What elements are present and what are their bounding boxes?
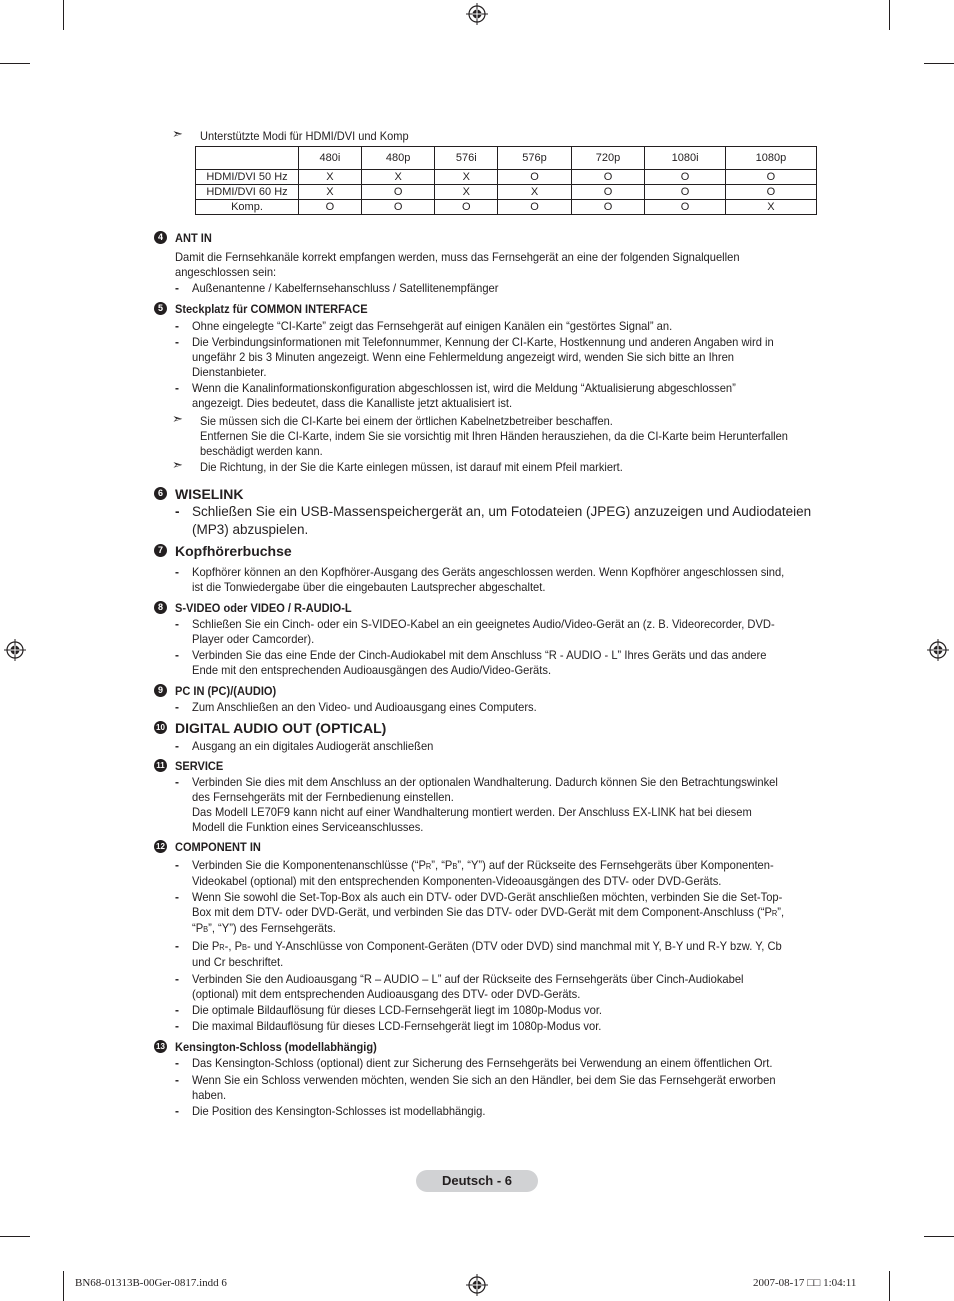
- text-part: ”, “P: [431, 858, 453, 872]
- section-title: PC IN (PC)/(AUDIO): [175, 684, 277, 698]
- table-header-cell: 576i: [435, 147, 498, 170]
- crop-mark: [924, 1236, 954, 1237]
- text-part: Wenn Sie sowohl die Set-Top-Box als auch ein DTV- oder DVD-Gerät anschließen möchten, verbinden Sie die Set-Top-Box mit dem DTV- oder DVD-Gerät, und verbinden Sie das DTV- oder DVD-Gerät mit dem Component-Anschluss (“P: [192, 890, 783, 919]
- list-item-text: Wenn die Kanalinformationskonfiguration abgeschlossen ist, wird die Meldung “Aktualisierung abgeschlossen” angezeigt. Dies bedeutet, dass die Kanalliste jetzt aktualisiert ist.: [192, 381, 736, 410]
- bullet-dash: -: [175, 617, 179, 631]
- section-title: Kensington-Schloss (modellabhängig): [175, 1040, 377, 1054]
- list-item-text: Schließen Sie ein Cinch- oder ein S-VIDEO-Kabel an ein geeignetes Audio/Video-Gerät an (z. B. Videorecorder, DVD-Player oder Camcorder).: [192, 617, 775, 646]
- table-cell: HDMI/DVI 60 Hz: [196, 185, 299, 200]
- subscript: R: [771, 909, 778, 918]
- bullet-dash: -: [175, 1003, 179, 1017]
- table-cell: X: [361, 170, 435, 185]
- bullet-dash: -: [175, 890, 179, 904]
- text-part: ”, “P: [192, 905, 785, 935]
- table-cell: X: [725, 200, 816, 215]
- crop-mark: [0, 1236, 30, 1237]
- list-item-text: Außenantenne / Kabelfernsehanschluss / Satellitenempfänger: [192, 281, 499, 295]
- bullet-dash: -: [175, 1019, 179, 1033]
- bullet-dash: -: [175, 381, 179, 395]
- crop-mark: [889, 1271, 890, 1301]
- text-part: Die P: [192, 939, 220, 953]
- section-title: DIGITAL AUDIO OUT (OPTICAL): [175, 720, 387, 736]
- table-row: [196, 185, 817, 200]
- table-cell: O: [498, 200, 572, 215]
- modes-note: Unterstützte Modi für HDMI/DVI und Komp: [200, 129, 409, 143]
- list-item-text: [192, 939, 787, 970]
- list-item-text: Kopfhörer können an den Kopfhörer-Ausgang des Geräts angeschlossen werden. Wenn Kopfhörer angeschlossen sind, ist die Tonwiedergabe über die eingebauten Lautsprecher abgeschaltet.: [192, 565, 785, 594]
- note-arrow-icon: ➣: [172, 457, 183, 472]
- table-row: [196, 170, 817, 185]
- section-title: Steckplatz für COMMON INTERFACE: [175, 302, 368, 316]
- section-number-badge: 12: [154, 840, 167, 853]
- bullet-dash: -: [175, 281, 179, 295]
- bullet-dash: -: [175, 504, 180, 519]
- section-number-badge: 11: [154, 759, 167, 772]
- table-cell: O: [645, 170, 726, 185]
- registration-mark-icon: [466, 1274, 488, 1296]
- print-timestamp: 2007-08-17 □□ 1:04:11: [753, 1277, 857, 1289]
- table-cell: O: [435, 200, 498, 215]
- table-cell: X: [299, 170, 362, 185]
- list-item-text: Verbinden Sie das eine Ende der Cinch-Audiokabel mit dem Anschluss “R - AUDIO - L” Ihres Geräts und das andere Ende mit den entsprechenden Audioausgängen des Audio/Video-Geräts.: [192, 648, 767, 677]
- section-title: S-VIDEO oder VIDEO / R-AUDIO-L: [175, 601, 352, 615]
- list-item-text: Die Position des Kensington-Schlosses ist modellabhängig.: [192, 1104, 486, 1118]
- section-number-badge: 9: [154, 684, 167, 697]
- table-cell: O: [645, 185, 726, 200]
- text-part: -, P: [224, 939, 243, 953]
- section-paragraph: Damit die Fernsehkanäle korrekt empfangen werden, muss das Fernsehgerät an eine der folgenden Signalquellen angeschlossen sein:: [175, 250, 740, 279]
- list-item-text: Die Verbindungsinformationen mit Telefonnummer, Kennung der CI-Karte, Hostkennung und anderen Angaben wird in ungefähr 2 bis 3 Minuten angezeigt. Wenn eine Fehlermeldung angezeigt wird, wenden Sie sich bitte an Ihren Dienstanbieter.: [192, 335, 774, 379]
- table-header-cell: 720p: [571, 147, 645, 170]
- bullet-dash: -: [175, 739, 179, 753]
- table-cell: O: [725, 185, 816, 200]
- note-arrow-icon: ➣: [172, 126, 183, 141]
- bullet-dash: -: [175, 972, 179, 986]
- table-cell: O: [725, 170, 816, 185]
- crop-mark: [63, 1271, 64, 1301]
- section-title: WISELINK: [175, 486, 244, 502]
- crop-mark: [889, 0, 890, 30]
- supported-modes-table: [195, 146, 817, 215]
- section-title: ANT IN: [175, 231, 212, 245]
- table-cell: O: [571, 200, 645, 215]
- list-item-text: Die maximal Bildauflösung für dieses LCD-Fernsehgerät liegt im 1080p-Modus vor.: [192, 1019, 602, 1033]
- table-cell: O: [571, 185, 645, 200]
- bullet-dash: -: [175, 1073, 179, 1087]
- table-cell: X: [435, 170, 498, 185]
- text-part: - und Y-Anschlüsse von Component-Geräten (DTV oder DVD) sind manchmal mit Y, B-Y und R-Y bzw. Y, Cb und Cr beschriftet.: [192, 939, 782, 969]
- section-title: Kopfhörerbuchse: [175, 543, 292, 559]
- table-cell: O: [361, 200, 435, 215]
- registration-mark-icon: [4, 639, 26, 661]
- section-title: COMPONENT IN: [175, 840, 261, 854]
- crop-mark: [63, 0, 64, 30]
- list-item-text: Das Kensington-Schloss (optional) dient zur Sicherung des Fernsehgeräts bei Verwendung an einem öffentlichen Ort.: [192, 1056, 773, 1070]
- bullet-dash: -: [175, 939, 179, 953]
- section-number-badge: 10: [154, 721, 167, 734]
- bullet-dash: -: [175, 319, 179, 333]
- bullet-dash: -: [175, 648, 179, 662]
- section-number-badge: 7: [154, 544, 167, 557]
- note-arrow-icon: ➣: [172, 411, 183, 426]
- crop-mark: [0, 63, 30, 64]
- section-number-badge: 6: [154, 487, 167, 500]
- table-cell: HDMI/DVI 50 Hz: [196, 170, 299, 185]
- list-item-text: [192, 890, 787, 937]
- ci-direction-note: Die Richtung, in der Sie die Karte einlegen müssen, ist darauf mit einem Pfeil markiert.: [200, 460, 623, 474]
- text-part: ”, “Y”) des Fernsehgeräts.: [208, 921, 336, 935]
- table-header-cell: 480i: [299, 147, 362, 170]
- table-header-cell: 480p: [361, 147, 435, 170]
- bullet-dash: -: [175, 775, 179, 789]
- list-item-text: Zum Anschließen an den Video- und Audioausgang eines Computers.: [192, 700, 537, 714]
- bullet-dash: -: [175, 700, 179, 714]
- registration-mark-icon: [466, 3, 488, 25]
- section-number-badge: 5: [154, 302, 167, 315]
- table-row: [196, 200, 817, 215]
- text-part: Verbinden Sie die Komponentenanschlüsse (“P: [192, 858, 426, 872]
- registration-mark-icon: [927, 639, 949, 661]
- subscript: R: [425, 862, 432, 871]
- list-item-text: [192, 858, 787, 889]
- section-title: SERVICE: [175, 759, 224, 773]
- list-item-text: Schließen Sie ein USB-Massenspeichergerät an, um Fotodateien (JPEG) anzuzeigen und Audiodateien (MP3) abzuspielen.: [192, 504, 812, 537]
- section-number-badge: 8: [154, 601, 167, 614]
- table-cell: O: [498, 170, 572, 185]
- table-header-cell: 1080p: [725, 147, 816, 170]
- section-number-badge: 4: [154, 231, 167, 244]
- file-slug: BN68-01313B-00Ger-0817.indd 6: [75, 1277, 227, 1289]
- table-cell: Komp.: [196, 200, 299, 215]
- bullet-dash: -: [175, 335, 179, 349]
- table-header-cell: 1080i: [645, 147, 726, 170]
- list-item-text: Verbinden Sie den Audioausgang “R – AUDIO – L” auf der Rückseite des Fernsehgeräts über Cinch-Audiokabel (optional) mit dem entsprechenden Audioausgang des DTV- oder DVD-Geräts.: [192, 972, 744, 1001]
- table-cell: O: [361, 185, 435, 200]
- section-number-badge: 13: [154, 1040, 167, 1053]
- subscript: R: [219, 943, 225, 952]
- table-cell: X: [498, 185, 572, 200]
- subscript: B: [203, 925, 209, 934]
- table-header-cell: [196, 147, 299, 170]
- list-item-text: Die optimale Bildauflösung für dieses LCD-Fernsehgerät liegt im 1080p-Modus vor.: [192, 1003, 603, 1017]
- list-item-text: Wenn Sie ein Schloss verwenden möchten, wenden Sie sich an den Händler, bei dem Sie das Fernsehgerät erworben haben.: [192, 1073, 776, 1102]
- table-header-cell: 576p: [498, 147, 572, 170]
- ci-card-note: [200, 414, 822, 459]
- note-text: Entfernen Sie die CI-Karte, indem Sie sie vorsichtig mit Ihren Händen herausziehen, da die CI-Karte beim Herunterfallen beschädigt werden kann.: [200, 429, 788, 458]
- table-header-row: [196, 147, 817, 170]
- subscript: B: [242, 943, 248, 952]
- service-text: Das Modell LE70F9 kann nicht auf einer Wandhalterung montiert werden. Der Anschluss EX-LINK hat bei diesem Modell die Funktion eines Serviceanschlusses.: [192, 805, 752, 834]
- table-cell: X: [435, 185, 498, 200]
- bullet-dash: -: [175, 1056, 179, 1070]
- note-text: Sie müssen sich die CI-Karte bei einem der örtlichen Kabelnetzbetreiber beschaffen.: [200, 414, 613, 428]
- page-number-badge: Deutsch - 6: [416, 1170, 538, 1192]
- crop-mark: [924, 63, 954, 64]
- bullet-dash: -: [175, 858, 179, 872]
- table-cell: O: [299, 200, 362, 215]
- subscript: B: [452, 862, 458, 871]
- list-item-text: Ohne eingelegte “CI-Karte” zeigt das Fernsehgerät auf einigen Kanälen ein “gestörtes Signal” an.: [192, 319, 673, 333]
- table-cell: O: [645, 200, 726, 215]
- service-text: Verbinden Sie dies mit dem Anschluss an der optionalen Wandhalterung. Dadurch können Sie den Betrachtungswinkel des Fernsehgeräts mit der Fernbedienung einstellen.: [192, 775, 778, 804]
- bullet-dash: -: [175, 1104, 179, 1118]
- list-item-text: [192, 775, 787, 835]
- table-cell: X: [299, 185, 362, 200]
- list-item-text: Ausgang an ein digitales Audiogerät anschließen: [192, 739, 434, 753]
- text-part: ”, “Y”) auf der Rückseite des Fernsehgeräts über Komponenten-Videokabel (optional) mit den entsprechenden Komponenten-Videoausgängen des DTV- oder DVD-Geräts.: [192, 858, 774, 888]
- bullet-dash: -: [175, 565, 179, 579]
- table-cell: O: [571, 170, 645, 185]
